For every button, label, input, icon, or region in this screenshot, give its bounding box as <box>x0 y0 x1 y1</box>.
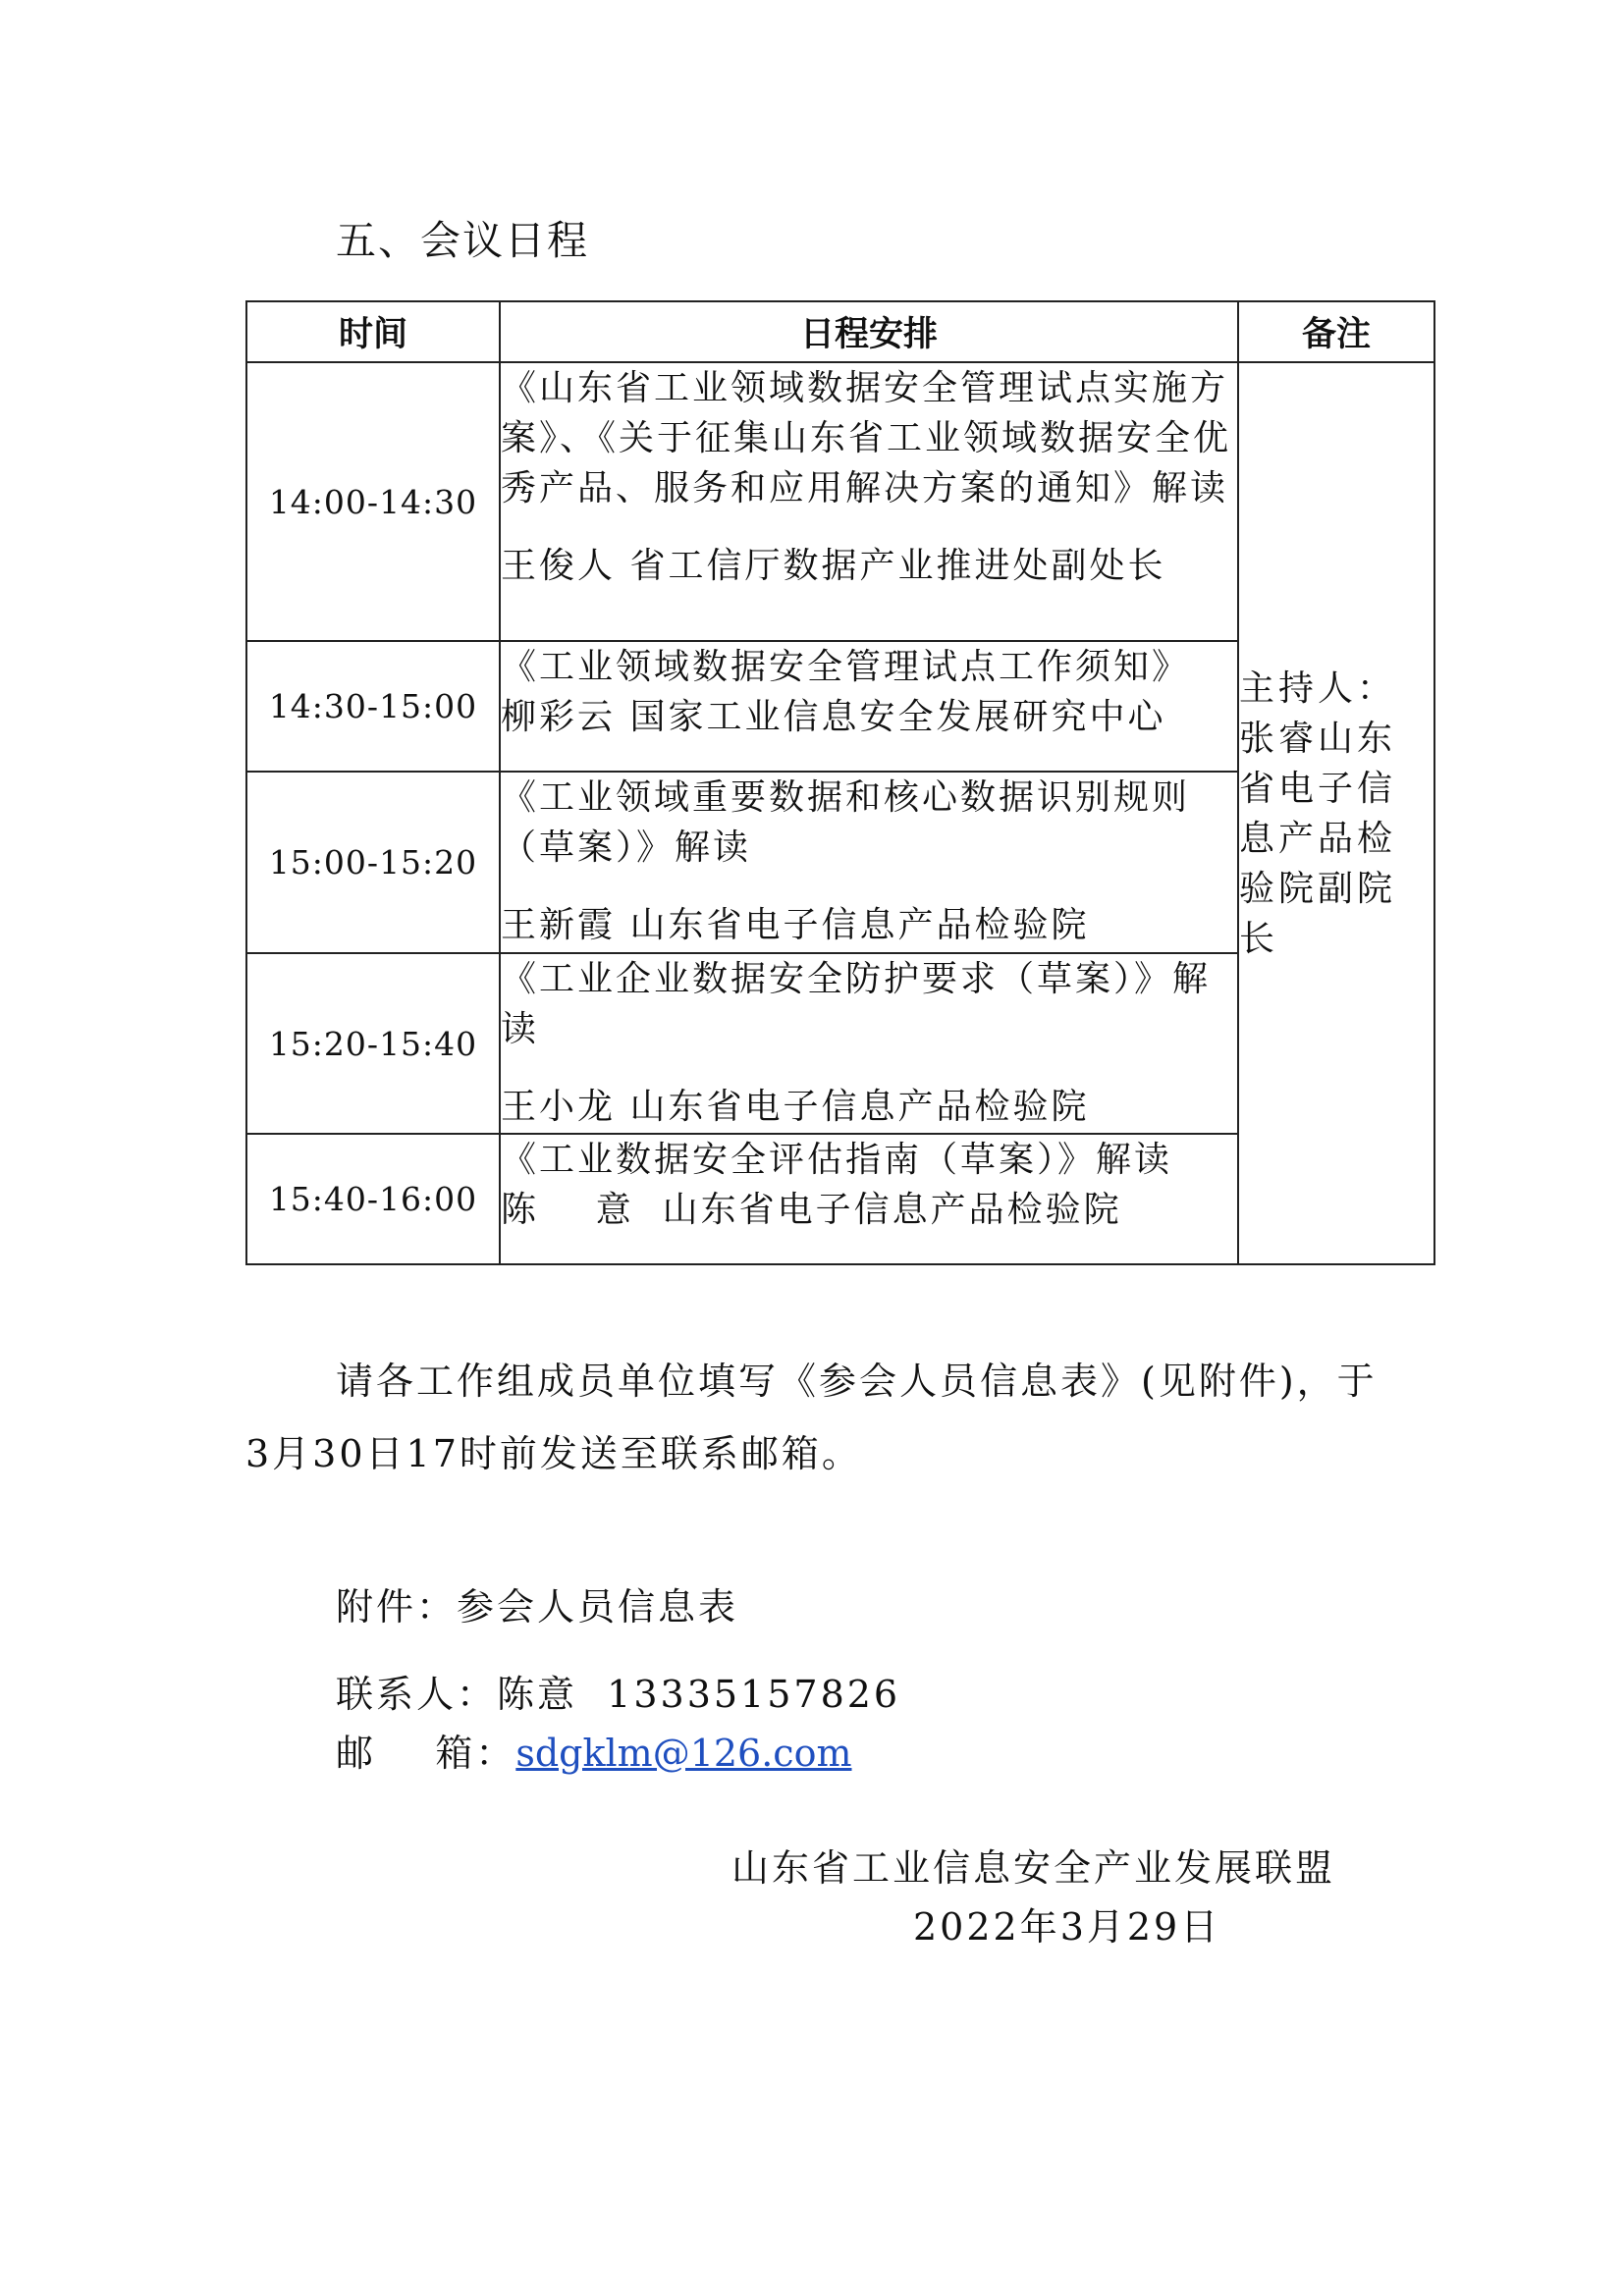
instruction-paragraph: 请各工作组成员单位填写《参会人员信息表》(见附件)，于3月30日17时前发送至联系邮箱。 <box>245 1360 1378 1475</box>
time-cell: 15:40-16:00 <box>246 1134 500 1264</box>
agenda-topic: 《工业数据安全评估指南（草案）》解读 <box>501 1140 1173 1180</box>
table-row <box>246 362 1434 641</box>
document-date: 2022年3月29日 <box>913 1905 1221 1949</box>
agenda-cell <box>500 362 1238 641</box>
schedule-table <box>245 300 1435 1265</box>
email-line <box>336 1723 852 1777</box>
agenda-topic: 《工业领域重要数据和核心数据识别规则（草案）》解读 <box>501 777 1191 868</box>
agenda-speaker: 王小龙 山东省电子信息产品检验院 <box>501 1087 1090 1127</box>
agenda-speaker: 柳彩云 国家工业信息安全发展研究中心 <box>501 697 1166 737</box>
organization-signature: 山东省工业信息安全产业发展联盟 <box>731 1846 1336 1890</box>
time-cell: 14:30-15:00 <box>246 641 500 772</box>
agenda-speaker: 王新霞 山东省电子信息产品检验院 <box>501 905 1090 945</box>
section-title: 五、会议日程 <box>336 217 589 264</box>
contact-line: 联系人：陈意 13335157826 <box>336 1673 901 1716</box>
agenda-topic: 《工业企业数据安全防护要求（草案）》解读 <box>501 959 1212 1049</box>
time-cell: 14:00-14:30 <box>246 362 500 641</box>
email-label: 邮 箱： <box>336 1732 516 1775</box>
agenda-cell <box>500 772 1238 953</box>
header-agenda: 日程安排 <box>500 301 1238 362</box>
agenda-topic: 《山东省工业领域数据安全管理试点实施方案》、《关于征集山东省工业领域数据安全优秀产品、服务和应用解决方案的通知》解读 <box>501 368 1232 508</box>
agenda-speaker: 王俊人 省工信厅数据产业推进处副处长 <box>501 546 1166 586</box>
time-cell: 15:00-15:20 <box>246 772 500 953</box>
table-header-row <box>246 301 1434 362</box>
agenda-speaker: 陈 意 山东省电子信息产品检验院 <box>501 1190 1122 1230</box>
note-cell: 主持人：张睿山东省电子信息产品检验院副院长 <box>1238 362 1434 1264</box>
agenda-cell <box>500 641 1238 772</box>
email-link[interactable]: sdgklm@126.com <box>515 1732 852 1775</box>
header-time: 时间 <box>246 301 500 362</box>
time-cell: 15:20-15:40 <box>246 953 500 1134</box>
agenda-cell <box>500 1134 1238 1264</box>
agenda-cell <box>500 953 1238 1134</box>
attachment-line: 附件：参会人员信息表 <box>336 1585 739 1629</box>
agenda-topic: 《工业领域数据安全管理试点工作须知》 <box>501 647 1191 687</box>
header-note: 备注 <box>1238 301 1434 362</box>
